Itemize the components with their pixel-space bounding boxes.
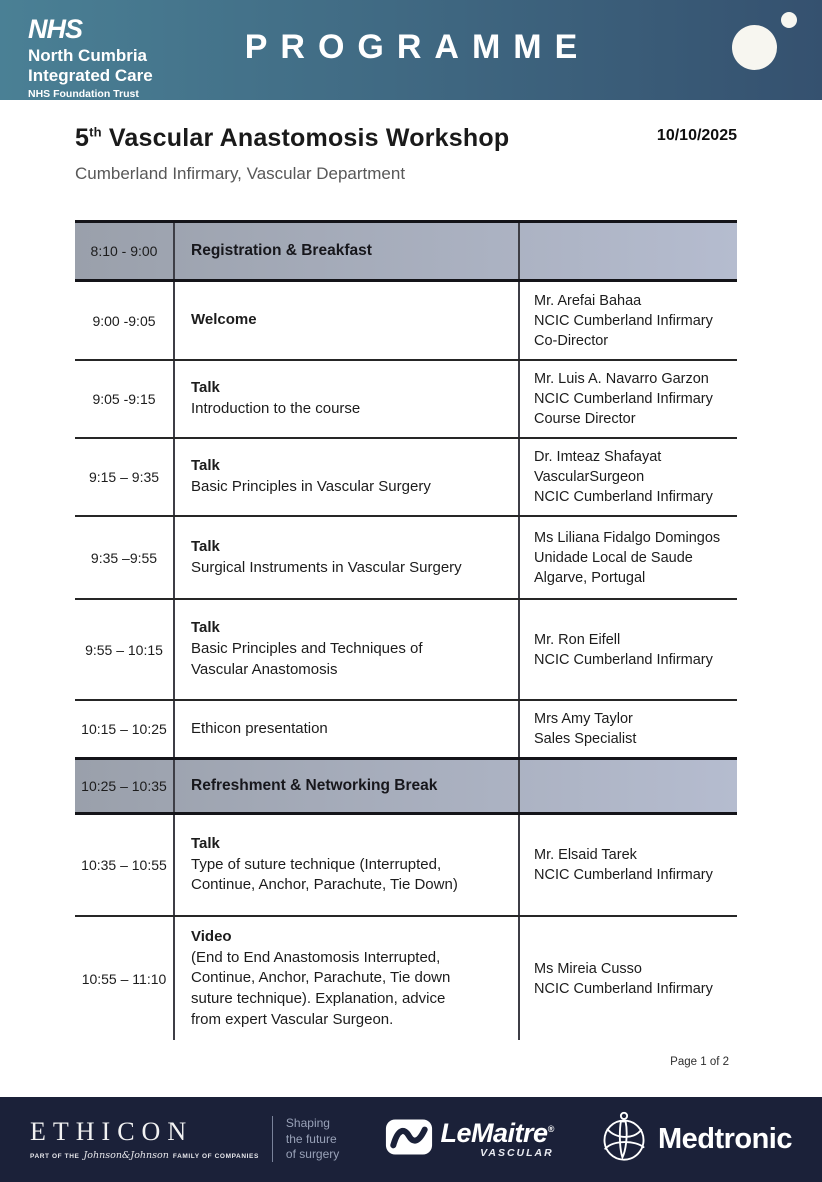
schedule-row bbox=[75, 815, 737, 915]
schedule-row bbox=[75, 699, 737, 757]
ethicon-tagline-suffix: FAMILY OF COMPANIES bbox=[172, 1153, 259, 1161]
session-cell bbox=[175, 439, 520, 515]
session-title-line: Basic Principles and Techniques of bbox=[191, 640, 423, 658]
schedule-row bbox=[75, 598, 737, 699]
speaker-line: Algarve, Portugal bbox=[534, 569, 646, 586]
time-cell bbox=[75, 760, 175, 812]
ethicon-slogan-line1: Shaping bbox=[285, 1116, 330, 1131]
speaker-line: Mr. Luis A. Navarro Garzon bbox=[534, 371, 709, 387]
session-title-line: from expert Vascular Surgeon. bbox=[191, 1010, 394, 1028]
time-range: 9:05 -9:15 bbox=[92, 391, 156, 407]
speaker-line: Ms Liliana Fidalgo Domingos bbox=[534, 529, 721, 546]
session-cell bbox=[175, 600, 520, 699]
lemaitre-icon bbox=[385, 1118, 433, 1161]
session-cell bbox=[175, 282, 520, 359]
lemaitre-vascular-label: VASCULAR bbox=[480, 1147, 554, 1160]
schedule-row bbox=[75, 437, 737, 515]
time-range: 10:55 – 11:10 bbox=[81, 970, 167, 987]
session-cell bbox=[175, 760, 520, 812]
speaker-line: NCIC Cumberland Infirmary bbox=[534, 391, 713, 407]
ethicon-tagline bbox=[30, 1150, 259, 1161]
main-content bbox=[0, 124, 822, 1068]
sponsor-band bbox=[0, 1097, 822, 1182]
session-cell bbox=[175, 815, 520, 915]
session-type: Talk bbox=[191, 457, 220, 475]
ethicon-name: ETHICON bbox=[30, 1117, 194, 1147]
speaker-line: NCIC Cumberland Infirmary bbox=[534, 489, 713, 505]
session-type: Talk bbox=[191, 537, 220, 555]
session-title-line: Introduction to the course bbox=[191, 400, 361, 417]
speaker-line: NCIC Cumberland Infirmary bbox=[534, 867, 713, 883]
speaker-line: VascularSurgeon bbox=[534, 469, 645, 485]
time-cell bbox=[75, 282, 175, 359]
trust-name-line2: Integrated Care bbox=[28, 66, 153, 86]
session-cell bbox=[175, 223, 520, 279]
time-range: 10:15 – 10:25 bbox=[81, 721, 167, 737]
time-cell bbox=[75, 917, 175, 1040]
session-title-line: Type of suture technique (Interrupted, bbox=[191, 855, 442, 873]
event-title bbox=[75, 124, 509, 153]
speaker-line: NCIC Cumberland Infirmary bbox=[534, 980, 713, 997]
event-date: 10/10/2025 bbox=[656, 127, 737, 144]
lemaitre-wordmark bbox=[441, 1120, 554, 1159]
trust-name-line3: NHS Foundation Trust bbox=[28, 88, 139, 101]
session-type: Video bbox=[191, 928, 232, 945]
speaker-cell bbox=[520, 517, 737, 598]
decorative-circle-large bbox=[732, 25, 777, 70]
session-title-line: suture technique). Explanation, advice bbox=[191, 990, 446, 1008]
page-number: Page 1 of 2 bbox=[670, 1056, 729, 1069]
speaker-cell bbox=[520, 917, 737, 1040]
speaker-cell bbox=[520, 701, 737, 757]
ethicon-logo bbox=[30, 1116, 339, 1162]
schedule-row bbox=[75, 359, 737, 437]
event-title-text: Vascular Anastomosis Workshop bbox=[101, 124, 510, 152]
speaker-line: Mr. Arefai Bahaa bbox=[534, 292, 642, 309]
header-band bbox=[0, 0, 822, 100]
ethicon-slogan-line3: of surgery bbox=[285, 1147, 340, 1162]
speaker-cell bbox=[520, 815, 737, 915]
lemaitre-name: LeMaitre® bbox=[440, 1118, 554, 1149]
session-title-line: Continue, Anchor, Parachute, Tie down bbox=[191, 969, 451, 987]
session-cell bbox=[175, 701, 520, 757]
time-range: 10:25 – 10:35 bbox=[81, 778, 167, 794]
session-cell bbox=[175, 361, 520, 437]
johnson-and-johnson-script: Johnson&Johnson bbox=[83, 1150, 169, 1162]
break-title: Registration & Breakfast bbox=[191, 242, 372, 260]
time-range: 9:00 -9:05 bbox=[92, 312, 156, 329]
session-title-line: Basic Principles in Vascular Surgery bbox=[191, 478, 431, 495]
break-title: Refreshment & Networking Break bbox=[191, 777, 438, 795]
speaker-line: Co-Director bbox=[534, 332, 609, 349]
session-cell bbox=[175, 517, 520, 598]
speaker-line: Unidade Local de Saude bbox=[534, 549, 693, 566]
time-cell bbox=[75, 361, 175, 437]
session-type: Talk bbox=[191, 619, 220, 637]
session-title-line: Continue, Anchor, Parachute, Tie Down) bbox=[191, 876, 458, 894]
speaker-cell bbox=[520, 760, 737, 812]
decorative-circle-small bbox=[781, 12, 797, 28]
time-range: 9:15 – 9:35 bbox=[88, 469, 160, 485]
speaker-line: Dr. Imteaz Shafayat bbox=[534, 449, 662, 465]
speaker-line: Course Director bbox=[534, 411, 636, 427]
session-title-line: Ethicon presentation bbox=[191, 719, 328, 737]
ethicon-tagline-prefix: PART OF THE bbox=[30, 1153, 80, 1161]
speaker-cell bbox=[520, 600, 737, 699]
session-cell bbox=[175, 917, 520, 1040]
time-cell bbox=[75, 439, 175, 515]
event-title-number: 5 bbox=[75, 124, 90, 152]
speaker-line: Mr. Elsaid Tarek bbox=[534, 847, 637, 863]
speaker-line: NCIC Cumberland Infirmary bbox=[534, 312, 713, 329]
time-range: 10:35 – 10:55 bbox=[81, 857, 167, 873]
speaker-cell bbox=[520, 439, 737, 515]
session-type: Talk bbox=[191, 834, 220, 852]
time-range: 9:55 – 10:15 bbox=[85, 641, 163, 658]
footer-divider-line bbox=[272, 1116, 273, 1162]
schedule-break-row bbox=[75, 757, 737, 815]
schedule-break-row bbox=[75, 220, 737, 282]
time-cell bbox=[75, 223, 175, 279]
ethicon-wordmark bbox=[30, 1117, 259, 1161]
ethicon-slogan-line2: the future bbox=[285, 1131, 337, 1146]
session-title-line: Vascular Anastomosis bbox=[191, 660, 338, 678]
speaker-line: Mr. Ron Eifell bbox=[534, 631, 621, 648]
time-cell bbox=[75, 600, 175, 699]
medtronic-globe-icon bbox=[599, 1110, 649, 1169]
speaker-cell bbox=[520, 361, 737, 437]
time-range: 8:10 - 9:00 bbox=[90, 243, 158, 259]
nhs-logo-text: NHS bbox=[28, 14, 83, 44]
speaker-line: Sales Specialist bbox=[534, 731, 637, 747]
schedule-table bbox=[75, 220, 737, 1040]
lemaitre-logo bbox=[385, 1118, 554, 1161]
medtronic-name: Medtronic bbox=[657, 1123, 792, 1155]
speaker-cell bbox=[520, 282, 737, 359]
event-title-ordinal: th bbox=[89, 124, 102, 140]
session-type: Welcome bbox=[191, 311, 257, 329]
programme-heading: PROGRAMME bbox=[244, 28, 591, 66]
speaker-line: Ms Mireia Cusso bbox=[534, 960, 642, 977]
medtronic-logo bbox=[599, 1110, 792, 1169]
time-cell bbox=[75, 815, 175, 915]
trust-name-line1: North Cumbria bbox=[28, 46, 147, 66]
title-row bbox=[75, 124, 737, 153]
session-title-line: (End to End Anastomosis Interrupted, bbox=[191, 948, 441, 966]
session-title-line: Surgical Instruments in Vascular Surgery bbox=[191, 558, 462, 576]
time-cell bbox=[75, 517, 175, 598]
session-type: Talk bbox=[191, 379, 220, 397]
schedule-row bbox=[75, 515, 737, 598]
speaker-line: Mrs Amy Taylor bbox=[534, 711, 633, 727]
schedule-row bbox=[75, 915, 737, 1040]
ethicon-slogan bbox=[286, 1116, 339, 1162]
registered-mark: ® bbox=[547, 1124, 554, 1135]
time-range: 9:35 –9:55 bbox=[90, 549, 158, 566]
speaker-line: NCIC Cumberland Infirmary bbox=[534, 651, 713, 668]
speaker-cell bbox=[520, 223, 737, 279]
time-cell bbox=[75, 701, 175, 757]
schedule-row bbox=[75, 282, 737, 359]
event-subtitle: Cumberland Infirmary, Vascular Department bbox=[75, 164, 406, 183]
